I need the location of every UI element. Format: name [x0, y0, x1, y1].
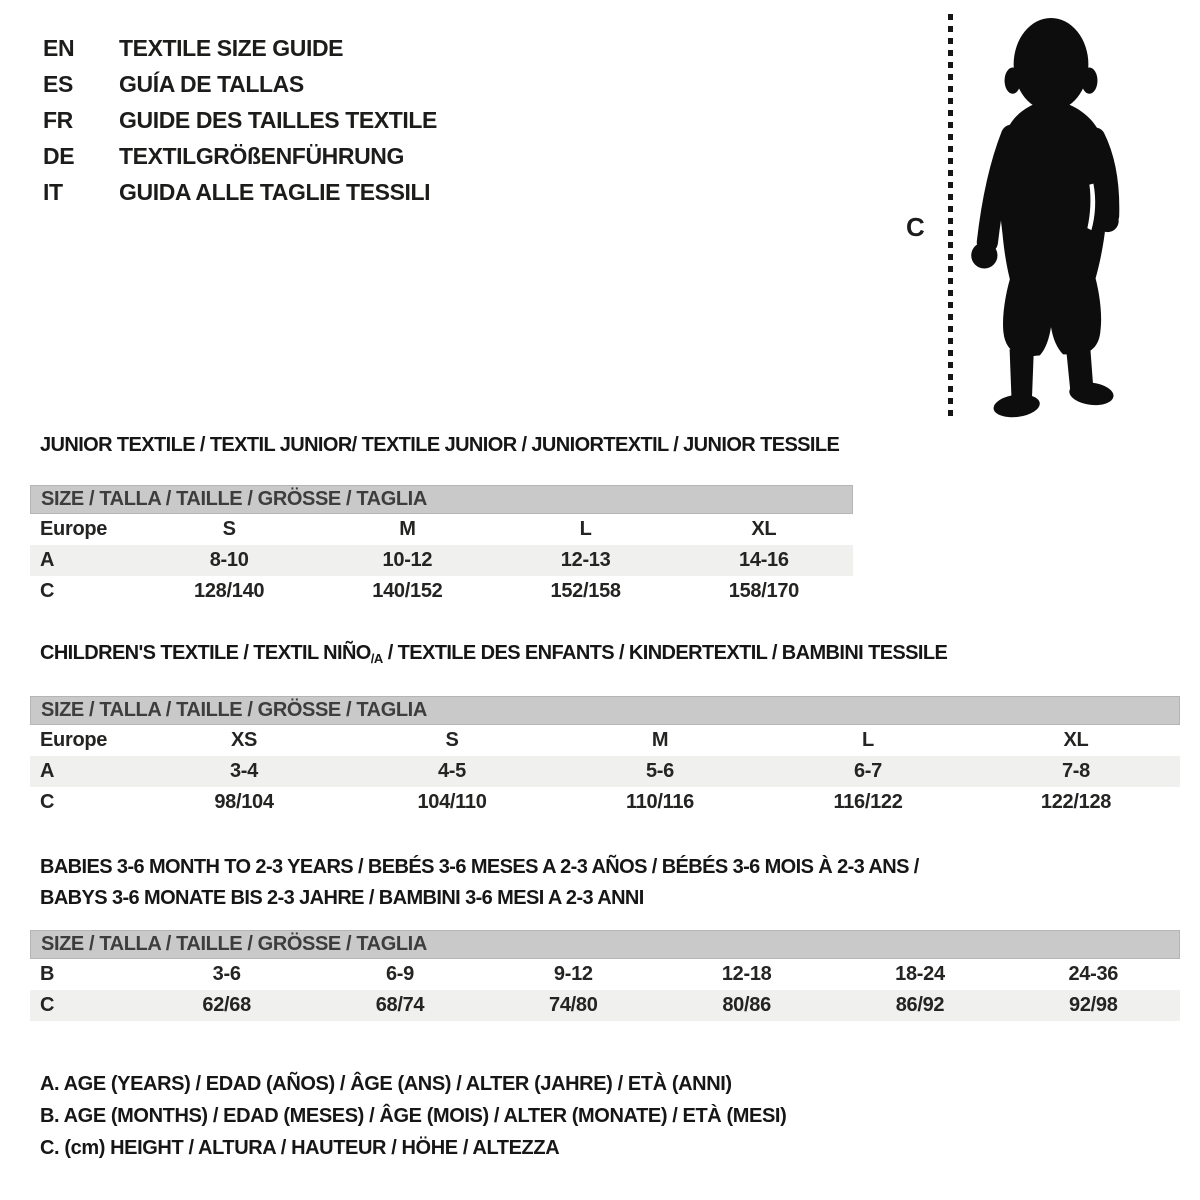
size-cell: 14-16: [739, 549, 789, 571]
size-cell: 98/104: [214, 791, 274, 813]
table-row-c: [30, 990, 1180, 1021]
size-cell: L: [579, 518, 592, 540]
size-cell: 122/128: [1040, 791, 1112, 813]
size-cell: 104/110: [417, 791, 487, 813]
section-junior-textile: [30, 433, 853, 607]
language-row: [43, 138, 437, 174]
row-label: Europe: [40, 729, 108, 751]
language-code: FR: [43, 107, 73, 133]
toddler-silhouette: [958, 16, 1142, 420]
size-cell: 7-8: [1061, 760, 1090, 782]
table-row-c: [30, 787, 1180, 818]
section-babies-textile: [30, 852, 1180, 1021]
size-table: [30, 514, 853, 607]
size-cell: 12-18: [721, 963, 772, 985]
language-code: DE: [43, 143, 75, 169]
size-cell: 140/152: [372, 580, 443, 602]
legend-line: C. (cm) HEIGHT / ALTURA / HAUTEUR / HÖHE / ALTEZZA: [40, 1137, 560, 1159]
size-cell: 68/74: [375, 994, 425, 1016]
size-cell: S: [222, 518, 236, 540]
language-row: [43, 66, 437, 102]
size-cell: L: [862, 729, 874, 751]
size-cell: 6-7: [853, 760, 882, 782]
title-text: / TEXTILE DES ENFANTS / KINDERTEXTIL / BAMBINI TESSILE: [382, 642, 948, 664]
legend: [40, 1068, 786, 1164]
table-size-header: SIZE / TALLA / TAILLE / GRÖSSE / TAGLIA: [30, 485, 853, 514]
size-cell: 116/122: [833, 791, 903, 813]
section-title: [30, 641, 1180, 671]
row-label: C: [40, 994, 55, 1016]
size-cell: M: [651, 729, 669, 751]
size-cell: S: [445, 729, 459, 751]
title-text: CHILDREN'S TEXTILE / TEXTIL NIÑO: [40, 642, 371, 664]
legend-line: A. AGE (YEARS) / EDAD (AÑOS) / ÂGE (ANS) / ALTER (JAHRE) / ETÀ (ANNI): [40, 1073, 732, 1095]
language-label: GUIDA ALLE TAGLIE TESSILI: [119, 179, 431, 205]
size-cell: 4-5: [437, 760, 466, 782]
language-list: [43, 30, 437, 210]
table-size-header: SIZE / TALLA / TAILLE / GRÖSSE / TAGLIA: [30, 930, 1180, 959]
row-label: A: [40, 549, 55, 571]
title-text: /A: [370, 651, 383, 666]
table-row-c: [30, 576, 853, 607]
size-cell: 74/80: [549, 994, 598, 1016]
section-title: [30, 433, 853, 457]
language-code: ES: [43, 71, 73, 97]
language-label: GUIDE DES TAILLES TEXTILE: [119, 107, 437, 133]
table-row-europe: [30, 514, 853, 545]
table-row-a: [30, 756, 1180, 787]
title-text: JUNIOR TEXTILE / TEXTIL JUNIOR/ TEXTILE JUNIOR / JUNIORTEXTIL / JUNIOR TESSILE: [40, 434, 840, 456]
size-cell: 80/86: [722, 994, 771, 1016]
size-cell: XL: [751, 518, 777, 540]
size-cell: 10-12: [382, 549, 433, 571]
size-cell: 8-10: [209, 549, 249, 571]
size-cell: 6-9: [385, 963, 414, 985]
language-row: [43, 102, 437, 138]
height-measure-label: C: [906, 212, 925, 242]
row-label: Europe: [40, 518, 108, 540]
size-cell: 92/98: [1069, 994, 1118, 1016]
height-dash-line: [948, 14, 953, 416]
row-label: B: [40, 963, 55, 985]
size-cell: 3-6: [212, 963, 241, 985]
table-row-b: [30, 959, 1180, 990]
row-label: C: [40, 791, 55, 813]
language-label: GUÍA DE TALLAS: [119, 71, 304, 97]
size-table: [30, 959, 1180, 1021]
size-cell: 86/92: [895, 994, 945, 1016]
size-cell: 9-12: [553, 963, 593, 985]
language-label: TEXTILE SIZE GUIDE: [119, 35, 344, 61]
size-cell: XL: [1063, 729, 1089, 751]
size-cell: M: [399, 518, 416, 540]
size-cell: 12-13: [560, 549, 611, 571]
section-title: [30, 852, 1180, 914]
table-row-europe: [30, 725, 1180, 756]
table-size-header: SIZE / TALLA / TAILLE / GRÖSSE / TAGLIA: [30, 696, 1180, 725]
language-label: TEXTILGRÖßENFÜHRUNG: [119, 143, 404, 169]
size-cell: 110/116: [626, 791, 694, 813]
legend-line: B. AGE (MONTHS) / EDAD (MESES) / ÂGE (MOIS) / ALTER (MONATE) / ETÀ (MESI): [40, 1105, 787, 1127]
language-row: [43, 174, 437, 210]
language-code: EN: [43, 35, 75, 61]
row-label: A: [40, 760, 55, 782]
table-row-a: [30, 545, 853, 576]
size-cell: 158/170: [728, 580, 799, 602]
size-cell: XS: [230, 729, 258, 751]
section-childrens-textile: [30, 641, 1180, 818]
language-code: IT: [43, 179, 63, 205]
size-cell: 152/158: [550, 580, 621, 602]
size-table: [30, 725, 1180, 818]
size-cell: 62/68: [202, 994, 251, 1016]
title-text: BABIES 3-6 MONTH TO 2-3 YEARS / BEBÉS 3-6 MESES A 2-3 AÑOS / BÉBÉS 3-6 MOIS À 2-3 ANS /: [40, 856, 919, 878]
size-cell: 128/140: [194, 580, 265, 602]
row-label: C: [40, 580, 55, 602]
size-cell: 18-24: [895, 963, 945, 985]
size-cell: 3-4: [229, 760, 258, 782]
language-row: [43, 30, 437, 66]
size-cell: 5-6: [645, 760, 674, 782]
title-text: BABYS 3-6 MONATE BIS 2-3 JAHRE / BAMBINI 3-6 MESI A 2-3 ANNI: [40, 887, 644, 909]
size-cell: 24-36: [1068, 963, 1119, 985]
